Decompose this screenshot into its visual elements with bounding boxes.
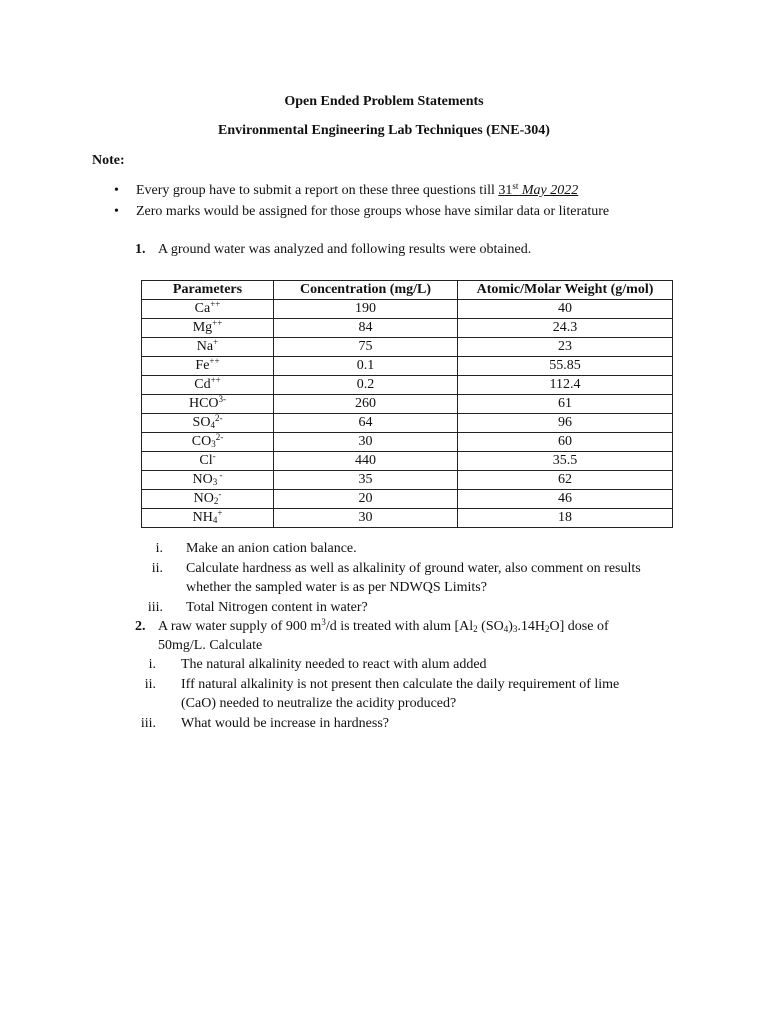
task-text: (CaO) needed to neutralize the acidity produced? xyxy=(181,696,457,711)
q2-sub-1: 2 xyxy=(473,624,478,634)
table-row xyxy=(142,432,673,451)
table-row xyxy=(142,508,673,527)
task-number: iii. xyxy=(140,715,156,731)
concentration-cell: 190 xyxy=(274,299,458,318)
parameter-charge: 3- xyxy=(218,393,227,404)
q2-text-c: (SO xyxy=(477,619,504,634)
parameter-cell xyxy=(142,413,274,432)
table-row xyxy=(142,470,673,489)
parameter-charge: ++ xyxy=(209,355,220,366)
molar-weight-cell: 18 xyxy=(458,508,673,527)
note-item-submission xyxy=(136,183,578,199)
parameter-charge: - xyxy=(212,450,216,461)
bullet-marker: • xyxy=(114,204,119,219)
parameter-cell xyxy=(142,394,274,413)
bullet-marker: • xyxy=(114,183,119,198)
header-parameters: Parameters xyxy=(142,281,274,300)
table-header-row xyxy=(142,281,673,300)
task-text: Total Nitrogen content in water? xyxy=(186,599,368,615)
question-2-line-1 xyxy=(158,619,609,635)
concentration-cell: 35 xyxy=(274,470,458,489)
parameter-base: Cd xyxy=(194,376,211,392)
task-number: iii. xyxy=(147,599,163,615)
task-text: What would be increase in hardness? xyxy=(181,715,389,731)
results-table xyxy=(141,280,673,528)
parameter-cell xyxy=(142,470,274,489)
table-row xyxy=(142,337,673,356)
table-row xyxy=(142,299,673,318)
molar-weight-cell: 24.3 xyxy=(458,318,673,337)
parameter-base: Mg xyxy=(192,319,213,335)
q2-text-d: ) xyxy=(508,619,513,634)
molar-weight-cell: 60 xyxy=(458,432,673,451)
concentration-cell: 75 xyxy=(274,337,458,356)
parameter-charge: 2- xyxy=(215,431,224,442)
question-1-number: 1. xyxy=(135,242,146,257)
parameter-base: CO xyxy=(191,433,212,449)
parameter-base: HCO xyxy=(188,395,219,411)
parameter-cell xyxy=(142,451,274,470)
parameter-subscript: 4 xyxy=(210,419,215,430)
task-text: Iff natural alkalinity is not present then calculate the daily requirement of lime xyxy=(181,676,620,692)
task-text: whether the sampled water is as per NDWQS Limits? xyxy=(186,580,487,595)
concentration-cell: 20 xyxy=(274,489,458,508)
parameter-subscript: 3 xyxy=(212,476,218,487)
molar-weight-cell: 96 xyxy=(458,413,673,432)
parameter-cell xyxy=(142,337,274,356)
task-text: Make an anion cation balance. xyxy=(186,541,357,556)
molar-weight-cell: 112.4 xyxy=(458,375,673,394)
table-row xyxy=(142,451,673,470)
task-number: ii. xyxy=(144,676,156,692)
header-concentration: Concentration (mg/L) xyxy=(274,281,458,300)
parameter-cell xyxy=(142,432,274,451)
question-1-text: A ground water was analyzed and following results were obtained. xyxy=(158,242,532,257)
parameter-base: NH xyxy=(192,509,213,525)
parameter-cell xyxy=(142,489,274,508)
date-month-year: May 2022 xyxy=(518,183,579,198)
parameter-cell xyxy=(142,299,274,318)
course-title: Environmental Engineering Lab Techniques (ENE-304) xyxy=(218,123,550,138)
parameter-base: Fe xyxy=(195,357,210,373)
document-title: Open Ended Problem Statements xyxy=(284,94,484,109)
parameter-base: Na xyxy=(196,338,214,354)
parameter-base: NO xyxy=(193,490,214,506)
molar-weight-cell: 61 xyxy=(458,394,673,413)
parameter-base: Ca xyxy=(194,300,211,316)
concentration-cell: 64 xyxy=(274,413,458,432)
task-text: The natural alkalinity needed to react with alum added xyxy=(181,657,487,672)
molar-weight-cell: 40 xyxy=(458,299,673,318)
parameter-charge: ++ xyxy=(212,317,223,328)
q2-text-a: A raw water supply of 900 m xyxy=(158,619,322,634)
note-text: Every group have to submit a report on these three questions till xyxy=(136,183,499,198)
parameter-cell xyxy=(142,375,274,394)
date-suffix: st xyxy=(512,181,519,191)
molar-weight-cell: 23 xyxy=(458,337,673,356)
table-row xyxy=(142,318,673,337)
parameter-charge: ++ xyxy=(210,298,221,309)
parameter-cell xyxy=(142,318,274,337)
table-row xyxy=(142,413,673,432)
molar-weight-cell: 35.5 xyxy=(458,451,673,470)
parameter-base: SO xyxy=(192,414,211,430)
q2-sup-3: 3 xyxy=(321,617,326,627)
parameter-cell xyxy=(142,508,274,527)
parameter-charge: + xyxy=(213,336,219,347)
concentration-cell: 30 xyxy=(274,508,458,527)
concentration-cell: 440 xyxy=(274,451,458,470)
parameter-charge: 2- xyxy=(214,412,223,423)
parameter-charge: - xyxy=(217,469,223,480)
q2-sub-3: 3 xyxy=(512,624,518,634)
parameter-cell xyxy=(142,356,274,375)
parameter-base: Cl xyxy=(199,452,213,468)
parameter-subscript: 3 xyxy=(211,438,216,449)
deadline-date xyxy=(498,183,578,198)
molar-weight-cell: 46 xyxy=(458,489,673,508)
q2-sub-2: 4 xyxy=(503,624,509,634)
molar-weight-cell: 55.85 xyxy=(458,356,673,375)
parameter-charge: + xyxy=(217,507,223,518)
table-body xyxy=(142,299,673,527)
concentration-cell: 0.2 xyxy=(274,375,458,394)
q2-text-f: O] dose of xyxy=(549,619,609,634)
task-number: ii. xyxy=(151,560,163,576)
q2-text-b: /d is treated with alum [Al xyxy=(325,619,474,634)
note-label: Note: xyxy=(92,153,125,168)
table-row xyxy=(142,356,673,375)
parameter-base: NO xyxy=(192,471,213,487)
table-row xyxy=(142,394,673,413)
date-day: 31 xyxy=(498,183,513,198)
concentration-cell: 30 xyxy=(274,432,458,451)
task-number: i. xyxy=(155,541,163,556)
parameter-charge: ++ xyxy=(210,374,221,385)
q2-sub-4: 2 xyxy=(545,624,550,634)
parameter-subscript: 2 xyxy=(213,495,219,506)
table-row xyxy=(142,375,673,394)
molar-weight-cell: 62 xyxy=(458,470,673,489)
table-row xyxy=(142,489,673,508)
note-item-zero-marks: Zero marks would be assigned for those groups whose have similar data or literature xyxy=(136,204,610,219)
task-text: Calculate hardness as well as alkalinity of ground water, also comment on results xyxy=(186,560,641,576)
header-molar-weight: Atomic/Molar Weight (g/mol) xyxy=(458,281,673,300)
parameter-subscript: 4 xyxy=(212,514,218,525)
question-2-line-2: 50mg/L. Calculate xyxy=(158,638,263,653)
parameter-charge: - xyxy=(218,488,222,499)
concentration-cell: 84 xyxy=(274,318,458,337)
concentration-cell: 0.1 xyxy=(274,356,458,375)
task-number: i. xyxy=(148,657,156,672)
q2-text-e: .14H xyxy=(517,619,546,634)
question-2-number: 2. xyxy=(135,619,146,634)
concentration-cell: 260 xyxy=(274,394,458,413)
